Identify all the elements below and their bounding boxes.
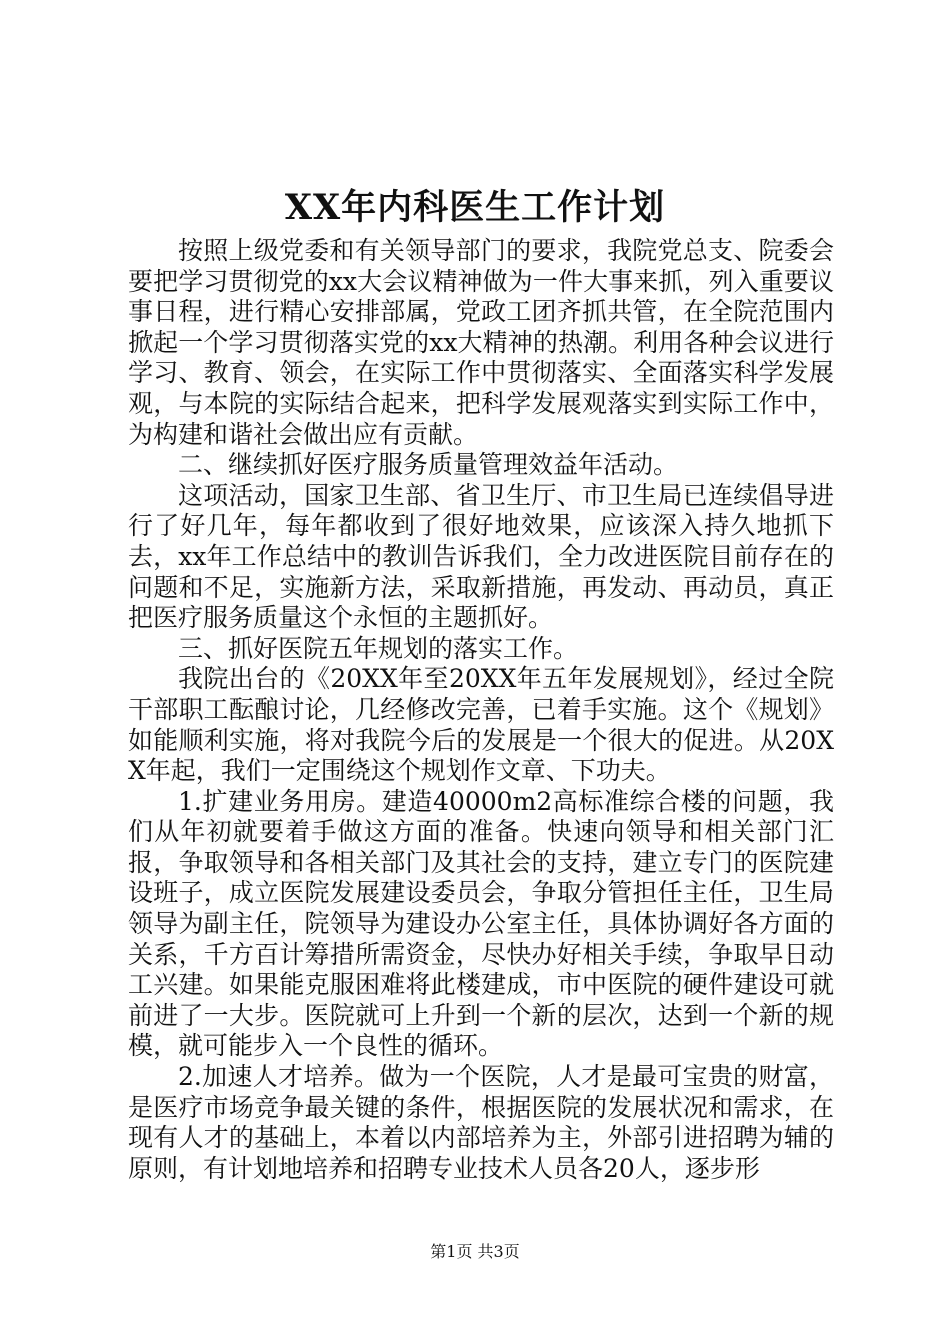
paragraph-talent-training: 2.加速人才培养。做为一个医院，人才是最可宝贵的财富，是医疗市场竞争最关键的条件，根据医院的发展状况和需求，在现有人才的基础上，本着以内部培养为主，外部引进招聘为辅的原则，有计划地培养和招聘专业技术人员各20人，逐步形 xyxy=(128,1062,834,1183)
document-body xyxy=(128,236,834,1184)
section-heading-2: 二、继续抓好医疗服务质量管理效益年活动。 xyxy=(178,450,679,480)
page-footer: 第1页 共3页 xyxy=(430,1242,520,1261)
paragraph-five-year-plan: 我院出台的《20XX年至20XX年五年发展规划》，经过全院干部职工酝酿讨论，几经修改完善，已着手实施。这个《规划》如能顺利实施，将对我院今后的发展是一个很大的促进。从20XX年起，我们一定围绕这个规划作文章、下功夫。 xyxy=(128,664,834,786)
paragraph-expand-buildings: 1.扩建业务用房。建造40000m2高标准综合楼的问题，我们从年初就要着手做这方面的准备。快速向领导和相关部门汇报，争取领导和各相关部门及其社会的支持，建立专门的医院建设班子，成立医院发展建设委员会，争取分管担任主任，卫生局领导为副主任，院领导为建设办公室主任，具体协调好各方面的关系，千方百计筹措所需资金，尽快办好相关手续，争取早日动工兴建。如果能克服困难将此楼建成，市中医院的硬件建设可就前进了一大步。医院就可上升到一个新的层次，达到一个新的规模，就可能步入一个良性的循环。 xyxy=(128,786,834,1061)
section-heading-3: 三、抓好医院五年规划的落实工作。 xyxy=(178,633,579,663)
document-title: XX年内科医生工作计划 xyxy=(284,187,666,228)
paragraph-intro: 按照上级党委和有关领导部门的要求，我院党总支、院委会要把学习贯彻党的xx大会议精神做为一件大事来抓，列入重要议事日程，进行精心安排部属，党政工团齐抓共管，在全院范围内掀起一个学习贯彻落实党的xx大精神的热潮。利用各种会议进行学习、教育、领会，在实际工作中贯彻落实、全面落实科学发展观，与本院的实际结合起来，把科学发展观落实到实际工作中，为构建和谐社会做出应有贡献。 xyxy=(128,236,834,449)
paragraph-quality-activity: 这项活动，国家卫生部、省卫生厅、市卫生局已连续倡导进行了好几年，每年都收到了很好地效果，应该深入持久地抓下去，xx年工作总结中的教训告诉我们，全力改进医院目前存在的问题和不足，实施新方法，采取新措施，再发动、再动员，真正把医疗服务质量这个永恒的主题抓好。 xyxy=(128,480,834,633)
